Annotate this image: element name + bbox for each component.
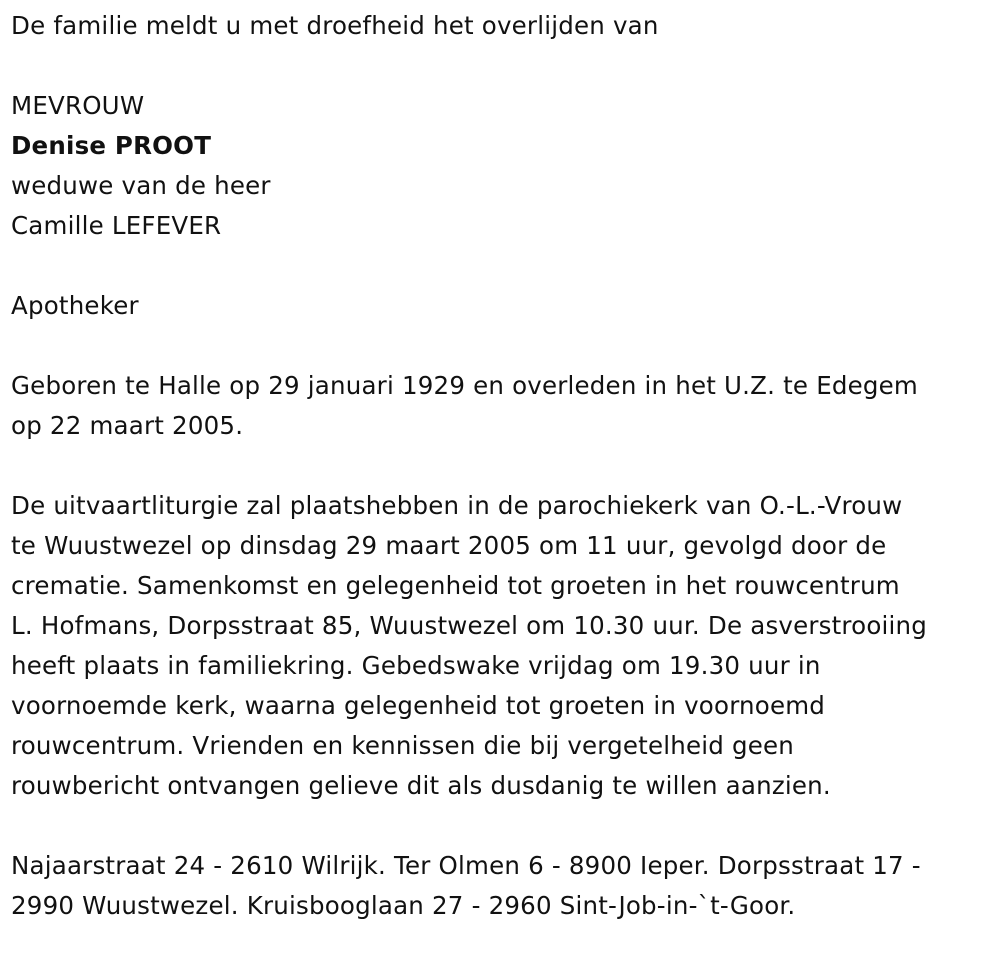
paragraph-line: op 22 maart 2005.: [11, 411, 244, 440]
paragraph-line: rouwbericht ontvangen gelieve dit als dusdanig te willen aanzien.: [11, 771, 831, 800]
paragraph-line: De uitvaartliturgie zal plaatshebben in de parochiekerk van O.-L.-Vrouw: [11, 491, 903, 520]
deceased-relation: weduwe van de heer: [11, 171, 271, 200]
paragraph-line: voornoemde kerk, waarna gelegenheid tot groeten in voornoemd: [11, 691, 826, 720]
spacer: [11, 446, 990, 486]
deceased-title: MEVROUW: [11, 91, 145, 120]
spacer: [11, 806, 990, 846]
spouse-name: Camille LEFEVER: [11, 211, 222, 240]
birth-death-paragraph: [11, 366, 990, 446]
paragraph-line: te Wuustwezel op dinsdag 29 maart 2005 om 11 uur, gevolgd door de: [11, 531, 887, 560]
funeral-paragraph: [11, 486, 990, 806]
spacer: [11, 326, 990, 366]
addresses-paragraph: [11, 846, 990, 926]
paragraph-line: Najaarstraat 24 - 2610 Wilrijk. Ter Olmen 6 - 8900 Ieper. Dorpsstraat 17 -: [11, 851, 921, 880]
intro-text: De familie meldt u met droefheid het overlijden van: [11, 11, 659, 40]
spacer: [11, 46, 990, 86]
paragraph-line: heeft plaats in familiekring. Gebedswake vrijdag om 19.30 uur in: [11, 651, 821, 680]
paragraph-line: 2990 Wuustwezel. Kruisbooglaan 27 - 2960 Sint-Job-in-`t-Goor.: [11, 891, 796, 920]
paragraph-line: crematie. Samenkomst en gelegenheid tot groeten in het rouwcentrum: [11, 571, 900, 600]
deceased-name: Denise PROOT: [11, 131, 212, 160]
profession: Apotheker: [11, 291, 139, 320]
paragraph-line: rouwcentrum. Vrienden en kennissen die bij vergetelheid geen: [11, 731, 795, 760]
paragraph-line: Geboren te Halle op 29 januari 1929 en overleden in het U.Z. te Edegem: [11, 371, 918, 400]
spacer: [11, 246, 990, 286]
paragraph-line: L. Hofmans, Dorpsstraat 85, Wuustwezel om 10.30 uur. De asverstrooiing: [11, 611, 928, 640]
